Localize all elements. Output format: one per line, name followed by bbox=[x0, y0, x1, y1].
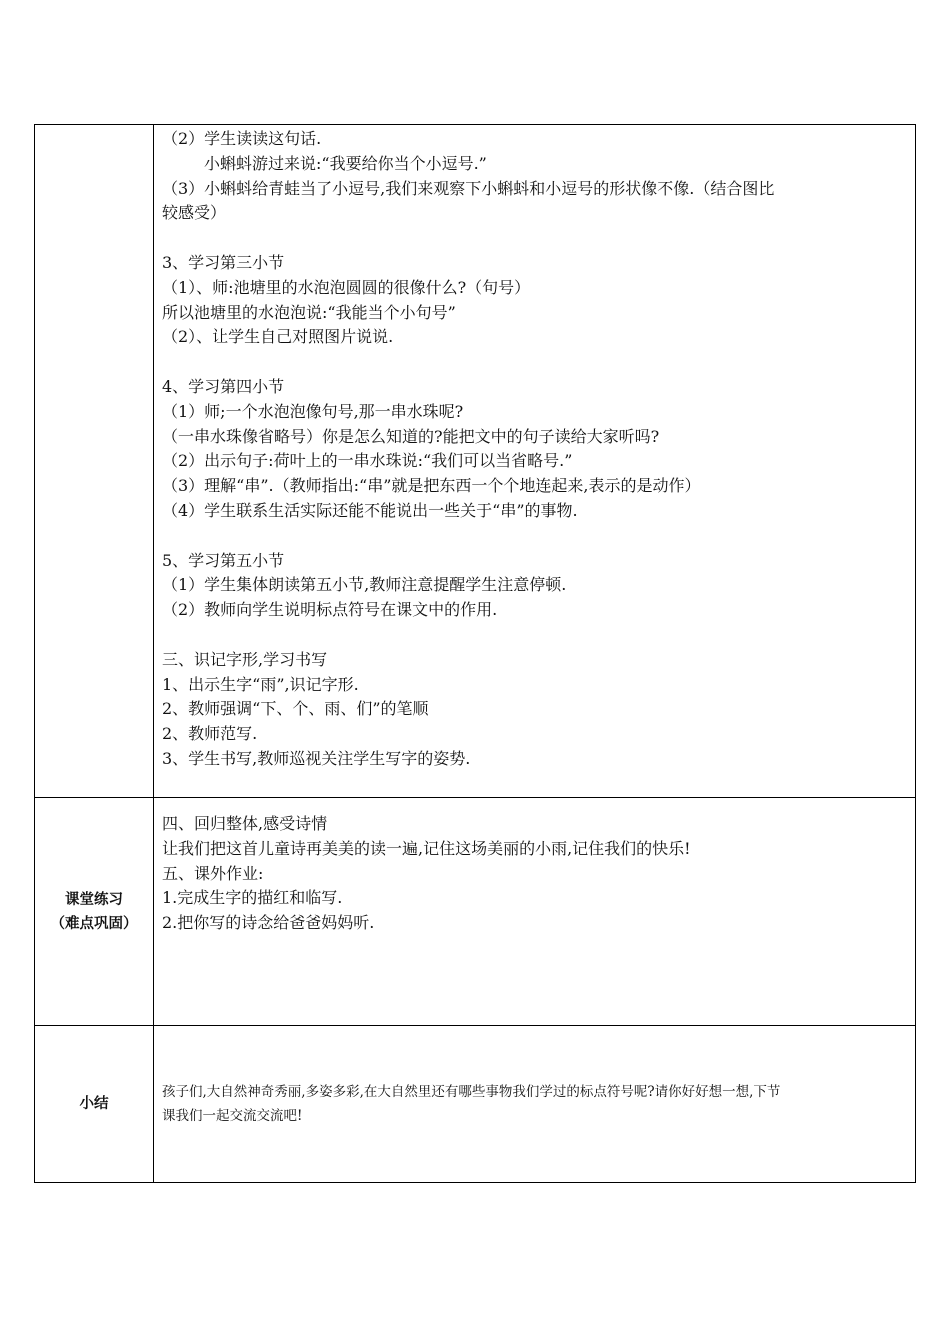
text-line: （2）学生读读这句话. bbox=[162, 129, 322, 148]
text-line: 2、教师范写. bbox=[162, 724, 258, 744]
label-line: 课堂练习 bbox=[65, 891, 123, 908]
text-line: （2）、让学生自己对照图片说说. bbox=[162, 327, 394, 347]
lesson-steps-text bbox=[154, 125, 915, 772]
section-heading: 4、学习第四小节 bbox=[162, 376, 285, 396]
content-cell bbox=[154, 125, 916, 798]
row-label-empty bbox=[35, 125, 154, 798]
blank-line bbox=[162, 350, 909, 375]
practice-text bbox=[154, 798, 915, 936]
text-line: （3）小蝌蚪给青蛙当了小逗号,我们来观察下小蝌蚪和小逗号的形状像不像.（结合图比 bbox=[162, 178, 775, 198]
text-line: 2、教师强调“下、个、雨、们”的笔顺 bbox=[162, 699, 429, 719]
text-line: （一串水珠像省略号）你是怎么知道的?能把文中的句子读给大家听吗? bbox=[162, 426, 660, 446]
text-line: 孩子们,大自然神奇秀丽,多姿多彩,在大自然里还有哪些事物我们学过的标点符号呢?请你好好想一想,下节 bbox=[162, 1084, 781, 1100]
label-line: （难点巩固） bbox=[50, 915, 138, 932]
text-line: （3）理解“串”.（教师指出:“串”就是把东西一个个地连起来,表示的是动作） bbox=[162, 476, 701, 496]
text-line: （4）学生联系生活实际还能不能说出一些关于“串”的事物. bbox=[162, 500, 578, 520]
section-heading: 五、课外作业: bbox=[162, 863, 264, 883]
text-line: 让我们把这首儿童诗再美美的读一遍,记住这场美丽的小雨,记住我们的快乐! bbox=[162, 838, 691, 858]
text-line: 3、学生书写,教师巡视关注学生写字的姿势. bbox=[162, 748, 471, 768]
text-line: （1）学生集体朗读第五小节,教师注意提醒学生注意停顿. bbox=[162, 575, 567, 595]
blank-line bbox=[162, 226, 909, 251]
text-line: （1）、师:池塘里的水泡泡圆圆的很像什么?（句号） bbox=[162, 277, 531, 297]
text-line: 所以池塘里的水泡泡说:“我能当个小句号” bbox=[162, 302, 456, 322]
text-line: （1）师;一个水泡泡像句号,那一串水珠呢? bbox=[162, 401, 464, 421]
text-line: 2.把你写的诗念给爸爸妈妈听. bbox=[162, 913, 375, 933]
text-line: 1、出示生字“雨”,识记字形. bbox=[162, 674, 359, 694]
blank-line bbox=[162, 524, 909, 549]
row-label-classroom-practice bbox=[35, 798, 154, 1026]
row-label-summary: 小结 bbox=[35, 1026, 154, 1183]
text-line: （2）出示句子:荷叶上的一串水珠说:“我们可以当省略号.” bbox=[162, 451, 573, 471]
content-cell bbox=[154, 798, 916, 1026]
text-line: （2）教师向学生说明标点符号在课文中的作用. bbox=[162, 600, 498, 620]
table-row bbox=[35, 798, 916, 1026]
blank-line bbox=[162, 623, 909, 648]
section-heading: 三、识记字形,学习书写 bbox=[162, 649, 328, 669]
text-line: 1.完成生字的描红和临写. bbox=[162, 888, 343, 908]
summary-text bbox=[154, 1026, 915, 1128]
table-row bbox=[35, 1026, 916, 1183]
section-heading: 3、学习第三小节 bbox=[162, 252, 285, 272]
content-cell bbox=[154, 1026, 916, 1183]
text-line: 小蝌蚪游过来说:“我要给你当个小逗号.” bbox=[204, 153, 487, 173]
lesson-plan-table bbox=[34, 124, 916, 1183]
section-heading: 四、回归整体,感受诗情 bbox=[162, 814, 328, 833]
text-line: 课我们一起交流交流吧! bbox=[162, 1108, 303, 1124]
section-heading: 5、学习第五小节 bbox=[162, 550, 285, 570]
text-line: 较感受） bbox=[162, 203, 227, 223]
table-row bbox=[35, 125, 916, 798]
